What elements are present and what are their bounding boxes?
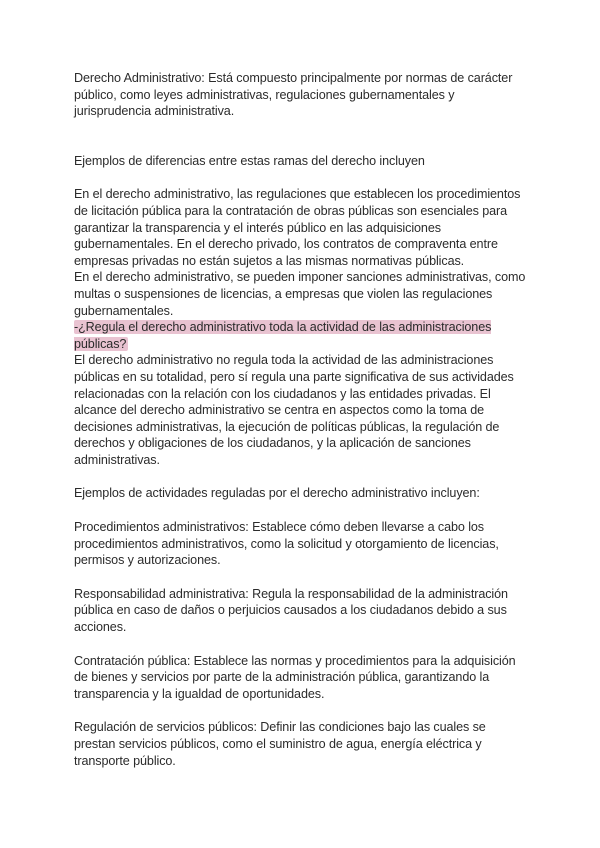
examples-heading: Ejemplos de diferencias entre estas ramas del derecho incluyen [74,153,425,168]
example-paragraph-1: En el derecho administrativo, las regulaciones que establecen los procedimientos de licitación pública para la contratación de obras públicas son esenciales para garantizar la transparencia y el interés público en las adquisiciones gubernamentales. En el derecho privado, los contratos de compraventa entre empresas privadas no están sujetos a las mismas normativas públicas. [74,187,521,268]
activity-servicios: Regulación de servicios públicos: Definir las condiciones bajo las cuales se prestan servicios públicos, como el suministro de agua, energía eléctrica y transporte público. [74,720,486,768]
activity-responsabilidad: Responsabilidad administrativa: Regula la responsabilidad de la administración pública en caso de daños o perjuicios causados a los ciudadanos debido a sus acciones. [74,586,508,635]
activity-procedimientos: Procedimientos administrativos: Establece cómo deben llevarse a cabo los procedimientos administrativos, como la solicitud y otorgamiento de licencias, permisos y autorizaciones. [74,520,499,568]
example-paragraph-2: En el derecho administrativo, se pueden imponer sanciones administrativas, como multas o suspensiones de licencias, a empresas que violen las regulaciones gubernamentales. [74,270,526,318]
answer-paragraph: El derecho administrativo no regula toda la actividad de las administraciones públicas en su totalidad, pero sí regula una parte significativa de sus actividades relacionadas con la relación con los ciudadanos y las entidades privadas. El alcance del derecho administrativo se centra en aspectos como la toma de decisiones administrativas, la ejecución de políticas públicas, la regulación de derechos y obligaciones de los ciudadanos, y la aplicación de sanciones administrativas. [74,353,514,467]
intro-paragraph: Derecho Administrativo: Está compuesto principalmente por normas de carácter público, como leyes administrativas, regulaciones gubernamentales y jurisprudencia administrativa. [74,71,513,119]
activity-contratacion: Contratación pública: Establece las normas y procedimientos para la adquisición de bienes y servicios por parte de la administración pública, garantizando la transparencia y la igualdad de oportunidades. [74,653,516,701]
activities-heading: Ejemplos de actividades reguladas por el derecho administrativo incluyen: [74,486,480,501]
highlighted-question [74,319,530,352]
question-highlight: -¿Regula el derecho administrativo toda la actividad de las administraciones públicas? [74,320,492,351]
